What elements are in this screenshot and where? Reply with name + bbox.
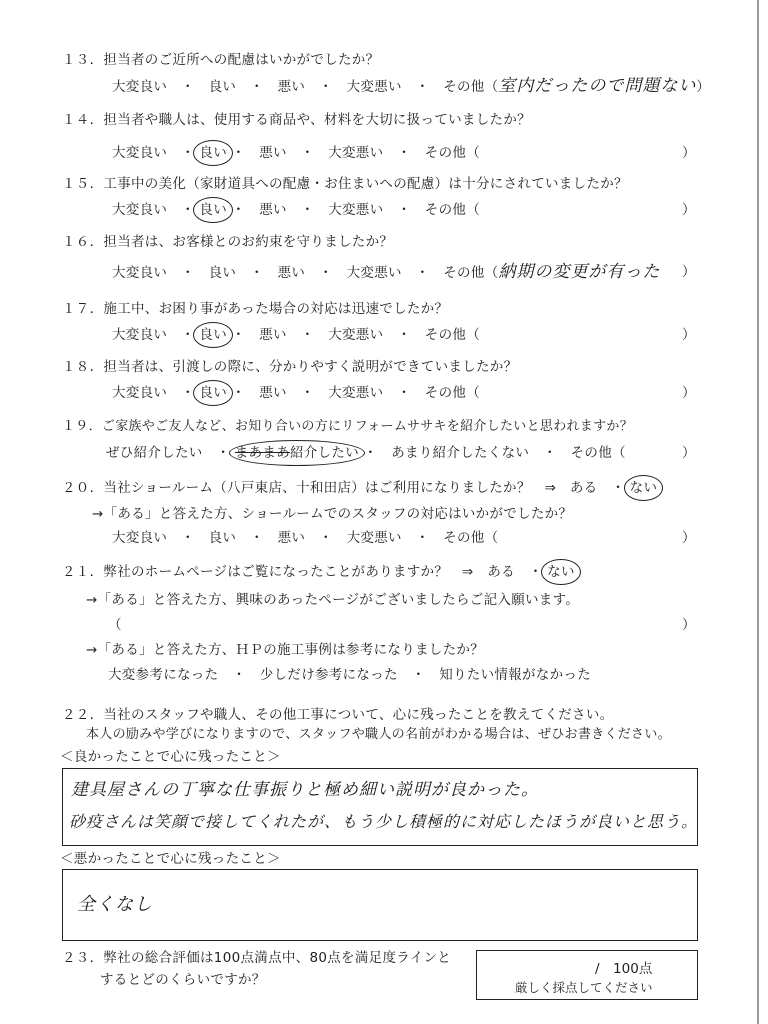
question-16-handwritten-note: 納期の変更が有った — [498, 262, 661, 282]
question-19-text: １９．ご家族やご友人など、お知り合いの方にリフォームササキを紹介したいと思われますか？ — [62, 419, 633, 434]
question-17-selected-answer — [199, 325, 227, 345]
answer-circle-mark — [624, 475, 664, 501]
bad-comment-line-1: 全くなし — [77, 894, 153, 915]
score-box — [476, 950, 698, 1000]
question-19-option-b: ・ あまり紹介したくない ・ その他（ — [363, 445, 626, 461]
question-16-text: １６．担当者は、お客様とのお約束を守りましたか？ — [62, 234, 394, 250]
question-13-options — [112, 76, 710, 96]
good-comments-heading: ＜良かったことで心に残ったこと＞ — [60, 749, 281, 765]
question-14-option-a: 大変良い ・ — [112, 145, 195, 161]
question-19-options — [106, 443, 626, 463]
question-22-line-1: ２２．当社のスタッフや職人、その他工事について、心に残ったことを教えてください。 — [62, 707, 614, 723]
question-20-options: 大変良い ・ 良い ・ 悪い ・ 大変悪い ・ その他（ — [112, 530, 499, 546]
question-17 — [62, 299, 752, 319]
answer-circle-mark — [541, 559, 581, 585]
question-15-close-paren: ） — [682, 202, 696, 218]
question-15-option-a: 大変良い ・ — [112, 202, 195, 218]
answer-circle-mark — [193, 140, 233, 166]
question-18-close-paren: ） — [682, 385, 696, 401]
question-17-option-b: ・ 悪い ・ 大変悪い ・ その他（ — [231, 327, 481, 343]
question-20 — [62, 478, 752, 498]
question-21-text: ２１．弊社のホームページはご覧になったことがありますか？ ⇒ ある ・ — [62, 564, 543, 580]
question-14-option-b: ・ 悪い ・ 大変悪い ・ その他（ — [231, 145, 481, 161]
question-21-selected-label: ない — [547, 564, 575, 580]
question-19-selected-answer — [235, 443, 359, 463]
question-13-handwritten-note: 室内だったので問題ない — [498, 76, 697, 96]
good-comment-line-1: 建具屋さんの丁寧な仕事振りと極め細い説明が良かった。 — [71, 780, 539, 800]
score-label: / 100点 — [595, 961, 653, 977]
question-15-option-b: ・ 悪い ・ 大変悪い ・ その他（ — [231, 202, 481, 218]
question-22 — [62, 705, 752, 725]
question-22-line-2: 本人の励みや学びになりますので、スタッフや職人の名前がわかる場合は、ぜひお書きください。 — [86, 727, 671, 742]
question-17-option-a: 大変良い ・ — [112, 327, 195, 343]
question-13 — [62, 50, 752, 70]
question-20-text: ２０．当社ショールーム（八戸東店、十和田店）はご利用になりましたか？ ⇒ ある ・ — [62, 480, 626, 496]
question-17-close-paren: ） — [682, 327, 696, 343]
question-14-selected-answer — [199, 143, 227, 163]
question-19-selected-label: 紹介したい — [290, 445, 359, 461]
question-16-close-paren: ） — [682, 264, 696, 280]
answer-circle-mark — [229, 440, 365, 466]
question-20-line — [62, 478, 752, 498]
question-15-options — [112, 200, 480, 220]
score-note: 厳しく採点してください — [515, 980, 653, 995]
question-21-options: 大変参考になった ・ 少しだけ参考になった ・ 知りたい情報がなかった — [108, 667, 591, 683]
question-18-selected-label: 良い — [199, 385, 228, 401]
question-21-close-paren: ） — [682, 617, 696, 633]
question-17-selected-label: 良い — [199, 327, 228, 343]
question-15-selected-label: 良い — [199, 202, 228, 218]
question-19-struck-word: まあまあ — [234, 445, 290, 461]
question-16 — [62, 232, 752, 252]
question-17-text: １７．施工中、お困り事があった場合の対応は迅速でしたか？ — [62, 301, 449, 317]
question-13-close-paren: ） — [696, 79, 711, 95]
good-comment-line-2: 砂疫さんは笑顔で接してくれたが、もう少し積極的に対応したほうが良いと思う。 — [69, 812, 699, 831]
question-18-text: １８．担当者は、引渡しの際に、分かりやすく説明ができていましたか？ — [62, 359, 518, 375]
question-15-selected-answer — [199, 200, 227, 220]
scan-edge-line — [757, 0, 759, 1024]
question-13-option-list: 大変良い ・ 良い ・ 悪い ・ 大変悪い ・ その他（ — [112, 79, 499, 95]
question-21-line — [62, 562, 752, 582]
question-17-options — [112, 325, 480, 345]
question-15-text: １５．工事中の美化（家財道具への配慮・お住まいへの配慮）は十分にされていましたか？ — [62, 176, 628, 192]
answer-circle-mark — [193, 322, 233, 348]
question-20-sub-text: →「ある」と答えた方、ショールームでのスタッフの対応はいかがでしたか？ — [92, 506, 573, 522]
question-21-open-paren: （ — [108, 617, 122, 633]
bad-comments-box — [62, 869, 698, 941]
question-18 — [62, 357, 752, 377]
question-15 — [62, 174, 752, 194]
question-23-line-2: するとどのくらいですか？ — [100, 972, 266, 988]
question-14-options — [112, 143, 480, 163]
question-21-sub-text-1: →「ある」と答えた方、興味のあったページがございましたらご記入願います。 — [86, 592, 580, 608]
question-18-options — [112, 383, 480, 403]
answer-circle-mark — [193, 380, 233, 406]
question-20-close-paren: ） — [682, 530, 696, 546]
question-14-close-paren: ） — [682, 145, 696, 161]
question-23-line-1: ２３．弊社の総合評価は100点満点中、80点を満足度ラインと — [62, 950, 452, 966]
question-14-selected-label: 良い — [199, 145, 228, 161]
question-21 — [62, 562, 752, 582]
answer-circle-mark — [193, 197, 233, 223]
question-19-option-a: ぜひ紹介したい ・ — [106, 445, 231, 461]
question-18-option-b: ・ 悪い ・ 大変悪い ・ その他（ — [231, 385, 481, 401]
question-18-selected-answer — [199, 383, 227, 403]
question-21-sub-text-2: →「ある」と答えた方、ＨＰの施工事例は参考になりましたか？ — [86, 642, 485, 658]
question-14 — [62, 110, 752, 130]
question-20-selected-label: ない — [629, 480, 658, 496]
question-19 — [62, 417, 752, 437]
question-16-option-list: 大変良い ・ 良い ・ 悪い ・ 大変悪い ・ その他（ — [112, 265, 499, 281]
question-20-selected-answer — [630, 478, 658, 498]
question-13-text: １３．担当者のご近所への配慮はいかがでしたか？ — [62, 52, 380, 68]
good-comments-box — [62, 768, 698, 846]
question-21-selected-answer — [547, 562, 575, 582]
question-14-text: １４．担当者や職人は、使用する商品や、材料を大切に扱っていましたか？ — [62, 112, 531, 128]
question-19-close-paren: ） — [682, 445, 696, 461]
question-16-options — [112, 262, 660, 282]
bad-comments-heading: ＜悪かったことで心に残ったこと＞ — [60, 851, 281, 867]
question-18-option-a: 大変良い ・ — [112, 385, 195, 401]
